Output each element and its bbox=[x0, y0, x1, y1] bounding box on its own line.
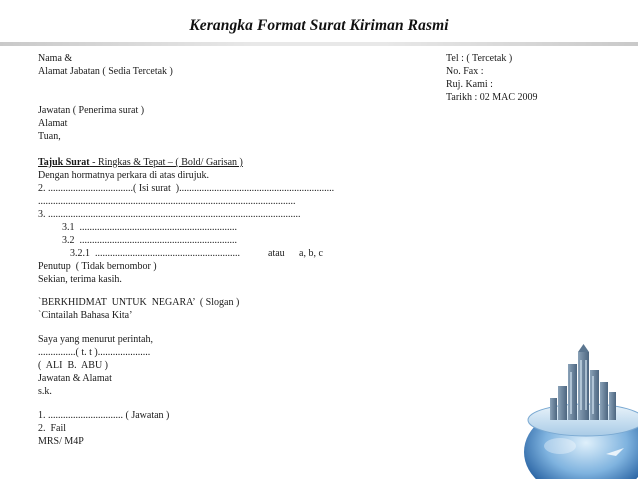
paragraph-3-2: 3.2 ............................................................... bbox=[62, 235, 237, 246]
fax-field: No. Fax : bbox=[446, 66, 484, 77]
paragraph-3-1: 3.1 ............................................................... bbox=[62, 222, 237, 233]
subject-label: Tajuk Surat bbox=[38, 157, 90, 168]
opening-line: Dengan hormatnya perkara di atas dirujuk. bbox=[38, 170, 210, 181]
copy-2: 2. Fail bbox=[38, 423, 67, 434]
copy-3: MRS/ M4P bbox=[38, 436, 84, 447]
paragraph-3: 3. ..................................................................................................... bbox=[38, 209, 301, 220]
paragraph-3-2-1: 3.2.1 .......................................................... bbox=[70, 248, 240, 259]
sender-address: Alamat Jabatan ( Sedia Tercetak ) bbox=[38, 66, 173, 77]
paragraph-2-continued: ....................................................................................................... bbox=[38, 196, 296, 207]
page-title: Kerangka Format Surat Kiriman Rasmi bbox=[189, 17, 449, 34]
tel-field: Tel : ( Tercetak ) bbox=[446, 53, 513, 64]
date-field: Tarikh : 02 MAC 2009 bbox=[446, 92, 538, 103]
signatory-name: ( ALI B. ABU ) bbox=[38, 360, 108, 371]
signature-line: ...............( t. t )..................... bbox=[38, 347, 151, 358]
copy-1: 1. .............................. ( Jawatan ) bbox=[38, 410, 170, 421]
atau-text: atau bbox=[268, 248, 285, 259]
sk-label: s.k. bbox=[38, 386, 52, 397]
slogan-line: `BERKHIDMAT UNTUK NEGARA’ ( Slogan ) bbox=[38, 297, 240, 308]
closing-line-2: Sekian, terima kasih. bbox=[38, 274, 122, 285]
paragraph-2: 2. ..................................( Isi surat ).............................................................. bbox=[38, 183, 335, 194]
globe-city-illustration bbox=[520, 342, 638, 479]
sender-name: Nama & bbox=[38, 53, 73, 64]
recipient-address: Alamat bbox=[38, 118, 68, 129]
title-divider bbox=[0, 42, 638, 46]
recipient-position: Jawatan ( Penerima surat ) bbox=[38, 105, 145, 116]
abc-text: a, b, c bbox=[299, 248, 323, 259]
globe-icon bbox=[520, 342, 638, 479]
salutation: Tuan, bbox=[38, 131, 61, 142]
subject-line bbox=[38, 157, 243, 169]
subject-rest: - Ringkas & Tepat – ( Bold/ Garisan ) bbox=[89, 157, 243, 168]
closing-line-1: Penutup ( Tidak bernombor ) bbox=[38, 261, 157, 272]
reference-field: Ruj. Kami : bbox=[446, 79, 493, 90]
signatory-position: Jawatan & Alamat bbox=[38, 373, 112, 384]
slogan-language: `Cintailah Bahasa Kita’ bbox=[38, 310, 133, 321]
signature-intro: Saya yang menurut perintah, bbox=[38, 334, 153, 345]
